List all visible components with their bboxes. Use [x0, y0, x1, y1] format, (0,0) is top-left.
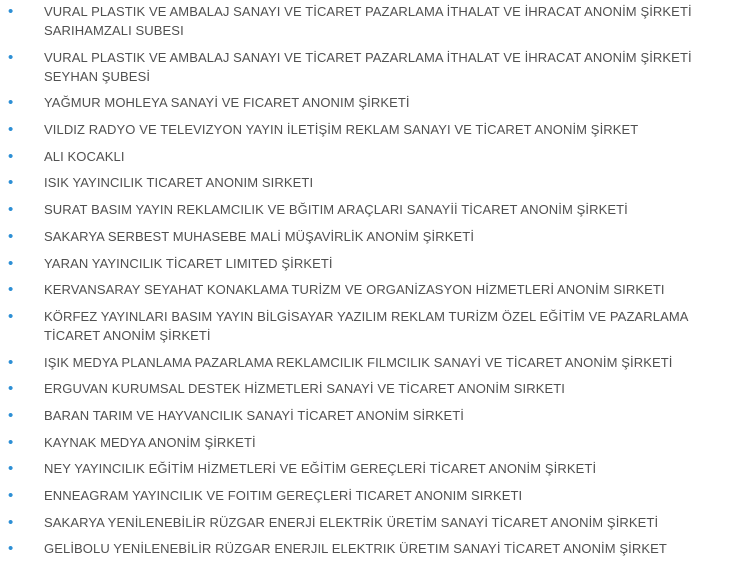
list-item [0, 227, 750, 246]
company-name: KERVANSARAY SEYAHAT KONAKLAMA TURİZM VE ORGANİZASYON HİZMETLERİ ANONİM SIRKETI [44, 282, 665, 298]
bullet-icon: • [8, 540, 14, 558]
bullet-icon: • [8, 94, 14, 112]
list-item [0, 379, 750, 398]
company-name: ISIK YAYINCILIK TICARET ANONIM SIRKETI [44, 175, 314, 191]
bullet-icon: • [8, 227, 14, 245]
bullet-icon: • [8, 380, 14, 398]
bullet-icon: • [8, 201, 14, 219]
company-name: YAĞMUR MOHLEYA SANAYİ VE FICARET ANONIM ŞİRKETİ [44, 95, 410, 111]
company-name: VURAL PLASTIK VE AMBALAJ SANAYI VE TİCARET PAZARLAMA İTHALAT VE İHRACAT ANONİM ŞİRKETİ SARIHAMZALI SUBESI [44, 4, 692, 38]
bullet-icon: • [8, 48, 14, 66]
list-item [0, 200, 750, 219]
list-item [0, 93, 750, 112]
company-name: SAKARYA SERBEST MUHASEBE MALİ MÜŞAVİRLİK ANONİM ŞİRKETİ [44, 228, 475, 244]
list-item [0, 406, 750, 425]
company-name: NEY YAYINCILIK EĞİTİM HİZMETLERİ VE EĞİTİM GEREÇLERİ TİCARET ANONİM ŞİRKETİ [44, 461, 597, 477]
bullet-icon: • [8, 353, 14, 371]
bullet-icon: • [8, 406, 14, 424]
bullet-icon: • [8, 513, 14, 531]
bullet-icon: • [8, 121, 14, 139]
list-item [0, 48, 750, 86]
bullet-icon: • [8, 174, 14, 192]
list-item [0, 459, 750, 478]
company-name: YARAN YAYINCILIK TİCARET LIMITED ŞİRKETİ [44, 255, 333, 271]
bullet-icon: • [8, 433, 14, 451]
company-name: BARAN TARIM VE HAYVANCILIK SANAYİ TİCARET ANONİM SİRKETİ [44, 407, 465, 423]
company-name: KÖRFEZ YAYINLARI BASIM YAYIN BİLGİSAYAR YAZILIM REKLAM TURİZM ÖZEL EĞİTİM VE PAZARLAMA TİCARET ANONİM ŞİRKETİ [44, 308, 688, 343]
company-name: IŞIK MEDYA PLANLAMA PAZARLAMA REKLAMCILIK FILMCILIK SANAYİ VE TİCARET ANONİM ŞİRKETİ [44, 354, 673, 370]
list-item [0, 254, 750, 273]
list-item [0, 173, 750, 192]
company-name: SURAT BASIM YAYIN REKLAMCILIK VE BĞITIM ARAÇLARI SANAYİİ TİCARET ANONİM ŞİRKETİ [44, 202, 628, 218]
company-name: ERGUVAN KURUMSAL DESTEK HİZMETLERİ SANAYİ VE TİCARET ANONİM SIRKETI [44, 381, 566, 397]
bullet-icon: • [8, 460, 14, 478]
list-item [0, 433, 750, 452]
bullet-icon: • [8, 3, 14, 20]
list-item [0, 120, 750, 139]
company-name: VURAL PLASTIK VE AMBALAJ SANAYI VE TİCARET PAZARLAMA İTHALAT VE İHRACAT ANONİM ŞİRKETİ SEYHAN ŞUBESİ [44, 49, 692, 84]
company-name: KAYNAK MEDYA ANONİM ŞİRKETİ [44, 434, 256, 450]
bullet-icon: • [8, 307, 14, 325]
bullet-icon: • [8, 487, 14, 504]
list-item [0, 307, 750, 345]
list-item [0, 513, 750, 532]
company-name: VILDIZ RADYO VE TELEVIZYON YAYIN İLETİŞİM REKLAM SANAYI VE TİCARET ANONİM ŞİRKET [44, 122, 639, 138]
bullet-icon: • [8, 281, 14, 299]
bullet-icon: • [8, 254, 14, 272]
company-name: SAKARYA YENİLENEBİLİR RÜZGAR ENERJİ ELEKTRİK ÜRETİM SANAYİ TİCARET ANONİM ŞİRKETİ [44, 514, 659, 530]
company-name: GELİBOLU YENİLENEBİLİR RÜZGAR ENERJIL ELEKTRIK ÜRETIM SANAYİ TİCARET ANONİM ŞİRKET [44, 541, 667, 557]
bullet-icon: • [8, 147, 14, 165]
list-item [0, 353, 750, 372]
company-name: ENNEAGRAM YAYINCILIK VE FOITIM GEREÇLERİ TICARET ANONIM SIRKETI [44, 488, 523, 503]
list-item [0, 2, 750, 40]
list-item [0, 147, 750, 166]
list-item [0, 539, 750, 558]
list-item [0, 280, 750, 299]
list-item [0, 486, 750, 505]
company-name: ALI KOCAKLI [44, 148, 125, 164]
